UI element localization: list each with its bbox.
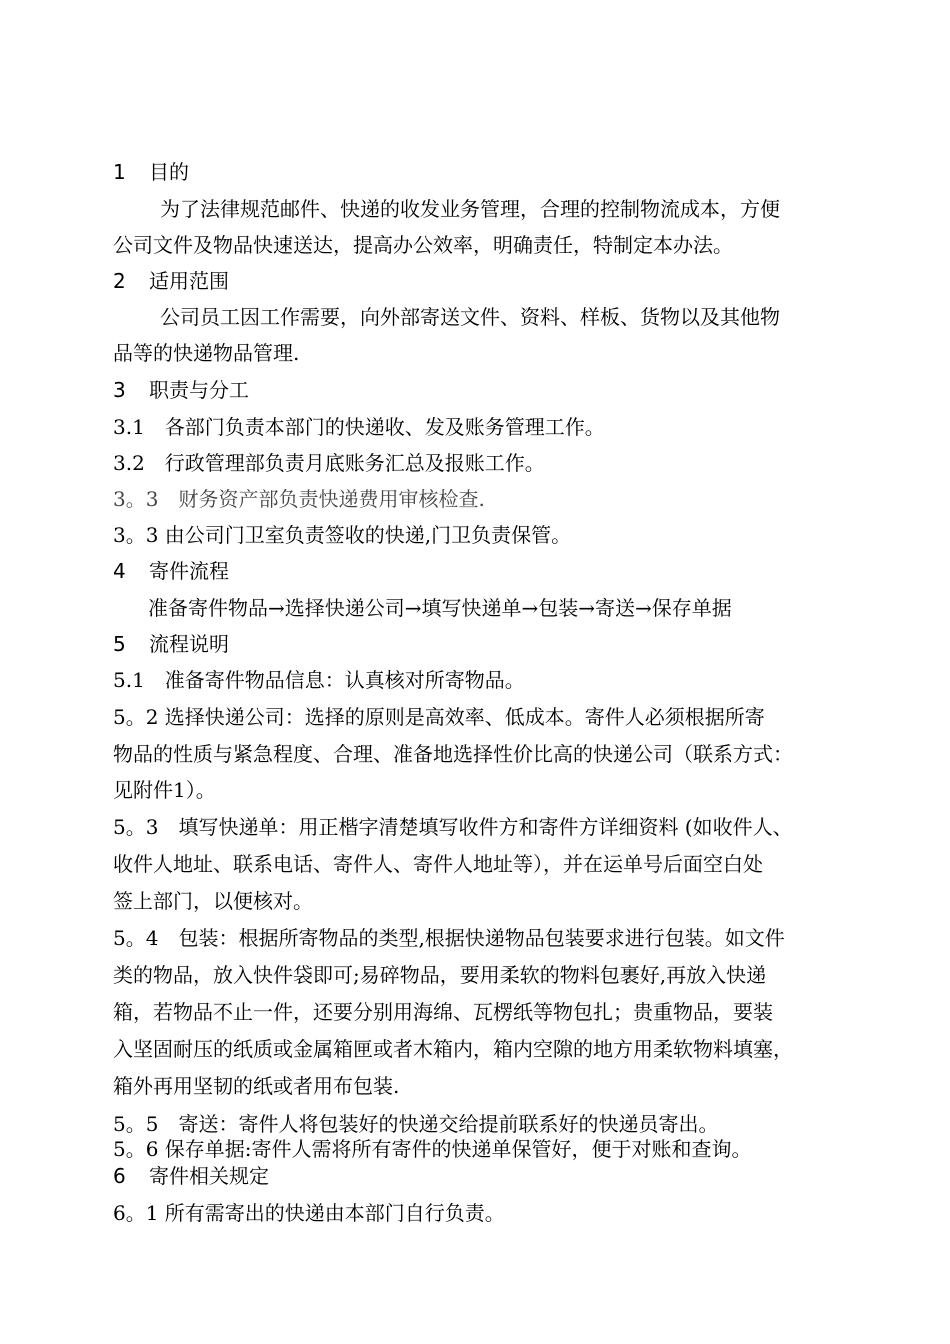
paragraph-line: 公司文件及物品快速送达，提高办公效率，明确责任，特制定本办法。	[113, 233, 733, 257]
section-number: 4	[113, 559, 126, 583]
clause-line-3-3b: 3。3 由公司门卫室负责签收的快递,门卫负责保管。	[113, 523, 572, 547]
section-heading-4	[113, 556, 873, 586]
paragraph-line: 见附件1）。	[113, 778, 216, 802]
section-number: 2	[113, 269, 126, 293]
section-heading-5	[113, 629, 873, 659]
section-number: 1	[113, 160, 126, 184]
clause-line-5-4: 5。4 包装：根据所寄物品的类型,根据快递物品包装要求进行包装。如文件	[113, 926, 785, 950]
paragraph-line: 入坚固耐压的纸质或金属箱匣或者木箱内，箱内空隙的地方用柔软物料填塞，	[113, 1037, 793, 1061]
section-number: 5	[113, 632, 126, 656]
section-heading-1	[113, 157, 873, 187]
paragraph-line: 收件人地址、联系电话、寄件人、寄件人地址等），并在运单号后面空白处	[113, 852, 763, 876]
clause-line-5-1: 5.1 准备寄件物品信息：认真核对所寄物品。	[113, 668, 525, 692]
paragraph-line: 箱外再用坚韧的纸或者用布包装.	[113, 1074, 400, 1098]
process-flow-line: 准备寄件物品→选择快递公司→填写快递单→包装→寄送→保存单据	[148, 596, 732, 620]
section-number: 6	[113, 1164, 126, 1188]
section-title: 流程说明	[149, 632, 229, 656]
clause-line-3-3a: 3。3 财务资产部负责快递费用审核检查.	[113, 487, 485, 511]
clause-line-5-6: 5。6 保存单据:寄件人需将所有寄件的快递单保管好，便于对账和查询。	[113, 1137, 752, 1161]
clause-line-3-1: 3.1 各部门负责本部门的快递收、发及账务管理工作。	[113, 415, 605, 439]
section-title: 职责与分工	[149, 378, 249, 402]
section-heading-3	[113, 375, 873, 405]
clause-line-5-2: 5。2 选择快递公司：选择的原则是高效率、低成本。寄件人必须根据所寄	[113, 705, 765, 729]
clause-line-6-1: 6。1 所有需寄出的快递由本部门自行负责。	[113, 1201, 505, 1225]
clause-line-5-5: 5。5 寄送：寄件人将包装好的快递交给提前联系好的快递员寄出。	[113, 1112, 719, 1136]
section-number: 3	[113, 378, 126, 402]
paragraph-line: 品等的快递物品管理.	[113, 341, 300, 365]
clause-line-3-2: 3.2 行政管理部负责月底账务汇总及报账工作。	[113, 451, 545, 475]
section-title: 寄件流程	[149, 559, 229, 583]
clause-line-5-3: 5。3 填写快递单：用正楷字清楚填写收件方和寄件方详细资料 (如收件人、	[113, 815, 793, 839]
section-heading-6	[113, 1161, 873, 1191]
paragraph-line: 箱，若物品不止一件，还要分别用海绵、瓦楞纸等物包扎；贵重物品，要装	[113, 1000, 773, 1024]
section-title: 适用范围	[149, 269, 229, 293]
section-title: 寄件相关规定	[149, 1164, 269, 1188]
paragraph-line: 类的物品，放入快件袋即可;易碎物品，要用柔软的物料包裹好,再放入快递	[113, 963, 767, 987]
section-title: 目的	[149, 160, 189, 184]
paragraph-line: 为了法律规范邮件、快递的收发业务管理，合理的控制物流成本，方便	[160, 197, 780, 221]
paragraph-line: 签上部门，以便核对。	[113, 889, 313, 913]
paragraph-line: 公司员工因工作需要，向外部寄送文件、资料、样板、货物以及其他物	[160, 305, 780, 329]
section-heading-2	[113, 266, 873, 296]
paragraph-line: 物品的性质与紧急程度、合理、准备地选择性价比高的快递公司（联系方式：	[113, 742, 793, 766]
